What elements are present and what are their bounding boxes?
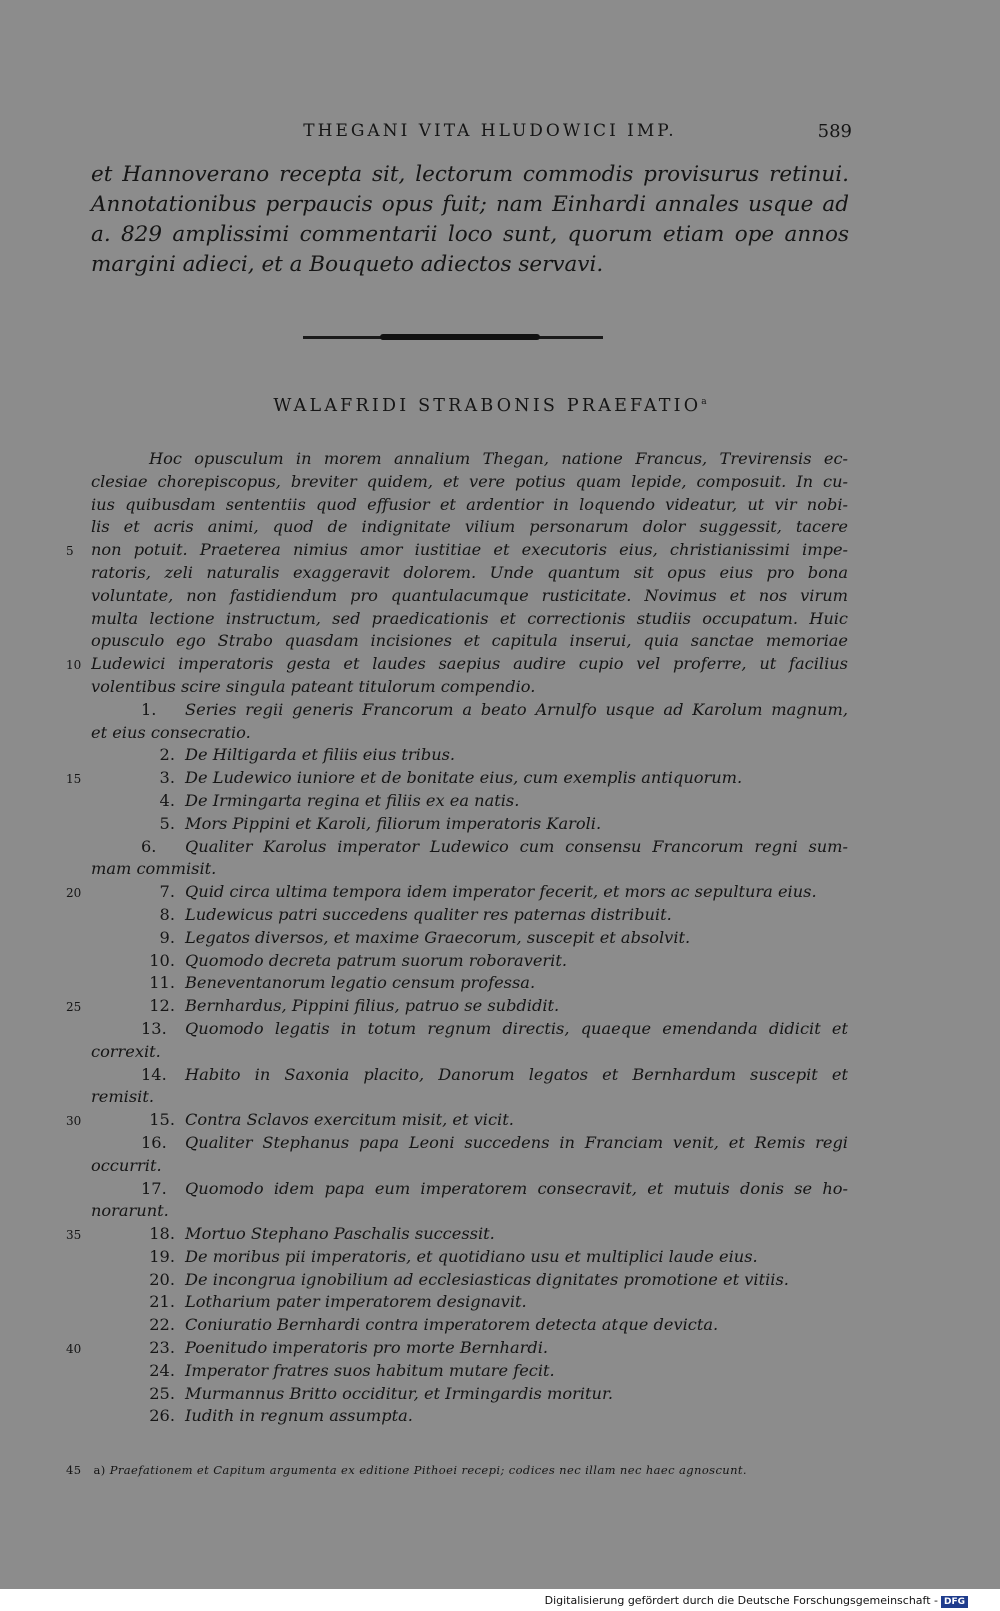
chapter-number: 11. bbox=[149, 973, 175, 993]
chapter-number: 17. bbox=[141, 1178, 167, 1198]
chapter-title: De Ludewico iuniore et de bonitate eius, cum exemplis antiquorum. bbox=[185, 768, 743, 788]
margin-line-number: 40 bbox=[66, 1342, 82, 1357]
chapter-item bbox=[91, 1383, 848, 1406]
chapter-continuation: et eius consecratio. bbox=[91, 722, 251, 742]
margin-line-number: 35 bbox=[66, 1228, 82, 1243]
chapter-number: 7. bbox=[159, 882, 175, 902]
chapter-item bbox=[91, 881, 848, 904]
chapter-item bbox=[91, 1064, 848, 1087]
chapter-title: Contra Sclavos exercitum misit, et vicit. bbox=[185, 1110, 514, 1130]
chapter-title: Beneventanorum legatio censum professa. bbox=[185, 973, 536, 993]
footnote bbox=[66, 1463, 866, 1477]
preface-line: ius quibusdam sententiis quod effusior et ardentior in loquendo videatur, ut vir nobi- bbox=[91, 494, 848, 514]
chapter-item bbox=[91, 1405, 848, 1428]
chapter-title: Quomodo legatis in totum regnum directis, quaeque emendanda didicit et bbox=[185, 1018, 848, 1038]
chapter-title: Quomodo decreta patrum suorum roboraverit. bbox=[185, 950, 568, 970]
chapter-number: 13. bbox=[141, 1018, 167, 1038]
chapter-item bbox=[91, 699, 848, 722]
chapter-number: 2. bbox=[159, 745, 175, 765]
chapter-title: Lotharium pater imperatorem designavit. bbox=[185, 1292, 527, 1312]
margin-line-number: 15 bbox=[66, 772, 82, 787]
chapter-number: 19. bbox=[149, 1246, 175, 1266]
chapter-item bbox=[91, 927, 848, 950]
chapter-title: Legatos diversos, et maxime Graecorum, suscepit et absolvit. bbox=[185, 927, 691, 947]
running-title: THEGANI VITA HLUDOWICI IMP. bbox=[303, 121, 677, 141]
chapter-title: Bernhardus, Pippini filius, patruo se subdidit. bbox=[185, 996, 560, 1016]
chapter-item bbox=[91, 995, 848, 1018]
credit-text: Digitalisierung gefördert durch die Deutsche Forschungsgemeinschaft - bbox=[544, 1594, 938, 1607]
chapter-continuation: mam commisit. bbox=[91, 859, 217, 879]
chapter-item bbox=[91, 1018, 848, 1041]
chapter-number: 5. bbox=[159, 813, 175, 833]
chapter-item bbox=[91, 1132, 848, 1155]
chapter-title: Qualiter Karolus imperator Ludewico cum consensu Francorum regni sum- bbox=[185, 836, 848, 856]
chapter-number: 14. bbox=[141, 1064, 167, 1084]
chapter-item bbox=[91, 813, 848, 836]
preface-line: Ludewici imperatoris gesta et laudes saepius audire cupio vel proferre, ut facilius bbox=[91, 654, 848, 674]
chapter-title: De moribus pii imperatoris, et quotidiano usu et multiplici laude eius. bbox=[185, 1246, 758, 1266]
chapter-number: 23. bbox=[149, 1338, 175, 1358]
chapter-number: 26. bbox=[149, 1406, 175, 1426]
intro-line: a. 829 amplissimi commentarii loco sunt, quorum etiam ope annos bbox=[91, 222, 849, 247]
chapter-number: 3. bbox=[159, 768, 175, 788]
chapter-item bbox=[91, 1360, 848, 1383]
footnote-marker: a bbox=[701, 397, 707, 408]
chapter-number: 10. bbox=[149, 950, 175, 970]
preface-line: non potuit. Praeterea nimius amor iustitiae et executoris eius, christianissimi impe- bbox=[91, 540, 848, 560]
chapter-number: 12. bbox=[149, 996, 175, 1016]
chapter-number: 9. bbox=[159, 927, 175, 947]
chapter-number: 4. bbox=[159, 790, 175, 810]
preface-line: voluntate, non fastidiendum pro quantulacumque rusticitate. Novimus et nos virum bbox=[91, 585, 848, 605]
section-divider-ornament bbox=[380, 334, 540, 340]
chapter-number: 24. bbox=[149, 1360, 175, 1380]
chapter-item bbox=[91, 1246, 848, 1269]
chapter-continuation: remisit. bbox=[91, 1087, 154, 1107]
preface-line: volentibus scire singula pateant titulorum compendio. bbox=[91, 676, 536, 696]
section-title bbox=[0, 396, 980, 416]
chapter-title: Iudith in regnum assumpta. bbox=[185, 1406, 413, 1426]
chapter-item bbox=[91, 1337, 848, 1360]
dfg-logo: DFG bbox=[941, 1596, 968, 1608]
chapter-title: De incongrua ignobilium ad ecclesiasticas dignitates promotione et vitiis. bbox=[185, 1269, 789, 1289]
chapter-continuation: norarunt. bbox=[91, 1201, 169, 1221]
chapter-item bbox=[91, 1223, 848, 1246]
chapter-title: De Hiltigarda et filiis eius tribus. bbox=[185, 745, 456, 765]
margin-line-number: 10 bbox=[66, 658, 82, 673]
preface-line: opusculo ego Strabo quasdam incisiones et capitula inserui, quia sanctae memoriae bbox=[91, 631, 848, 651]
chapter-title: Quomodo idem papa eum imperatorem consecravit, et mutuis donis se ho- bbox=[185, 1178, 848, 1198]
chapter-item bbox=[91, 904, 848, 927]
intro-paragraph bbox=[91, 160, 849, 280]
chapter-number: 1. bbox=[141, 699, 157, 719]
chapter-number: 16. bbox=[141, 1132, 167, 1152]
chapter-title: Murmannus Britto occiditur, et Irmingardis moritur. bbox=[185, 1383, 614, 1403]
preface-line: lis et acris animi, quod de indignitate vilium personarum dolor suggessit, tacere bbox=[91, 517, 848, 537]
chapter-continuation: occurrit. bbox=[91, 1155, 162, 1175]
page-number: 589 bbox=[817, 121, 852, 142]
chapter-title: Mors Pippini et Karoli, filiorum imperatoris Karoli. bbox=[185, 813, 602, 833]
chapter-title: Poenitudo imperatoris pro morte Bernhardi. bbox=[185, 1338, 549, 1358]
chapter-number: 18. bbox=[149, 1224, 175, 1244]
chapter-item bbox=[91, 950, 848, 973]
chapter-number: 21. bbox=[149, 1292, 175, 1312]
margin-line-number: 20 bbox=[66, 886, 82, 901]
intro-line: Annotationibus perpaucis opus fuit; nam Einhardi annales usque ad bbox=[91, 192, 849, 217]
margin-line-number: 5 bbox=[66, 544, 74, 559]
chapter-title: Coniuratio Bernhardi contra imperatorem detecta atque devicta. bbox=[185, 1315, 719, 1335]
digitization-credit bbox=[545, 1594, 968, 1608]
preface-line: multa lectione instructum, sed praedicationis et correctionis studiis occupatum. Huic bbox=[91, 608, 848, 628]
chapter-item bbox=[91, 1269, 848, 1292]
chapter-title: Series regii generis Francorum a beato Arnulfo usque ad Karolum magnum, bbox=[185, 699, 848, 719]
footnote-text: Praefationem et Capitum argumenta ex editione Pithoei recepi; codices nec illam nec haec agnoscunt. bbox=[109, 1463, 747, 1477]
chapter-item bbox=[91, 972, 848, 995]
chapter-number: 22. bbox=[149, 1315, 175, 1335]
chapter-number: 20. bbox=[149, 1269, 175, 1289]
chapter-item bbox=[91, 836, 848, 859]
chapter-number: 6. bbox=[141, 836, 157, 856]
footnote-label: a) bbox=[93, 1463, 106, 1477]
preface-line: ratoris, zeli naturalis exaggeravit dolorem. Unde quantum sit opus eius pro bona bbox=[91, 562, 848, 582]
chapter-number: 15. bbox=[149, 1110, 175, 1130]
chapter-title: Quid circa ultima tempora idem imperator fecerit, et mors ac sepultura eius. bbox=[185, 882, 817, 902]
chapter-item bbox=[91, 767, 848, 790]
margin-line-number: 30 bbox=[66, 1114, 82, 1129]
chapter-title: Ludewicus patri succedens qualiter res paternas distribuit. bbox=[185, 904, 672, 924]
chapter-title: De Irmingarta regina et filiis ex ea natis. bbox=[185, 790, 520, 810]
chapter-title: Imperator fratres suos habitum mutare fecit. bbox=[185, 1360, 555, 1380]
section-title-text: WALAFRIDI STRABONIS PRAEFATIO bbox=[273, 396, 702, 416]
chapter-item bbox=[91, 744, 848, 767]
chapter-item bbox=[91, 1314, 848, 1337]
page-header bbox=[0, 121, 1000, 145]
intro-line: margini adieci, et a Bouqueto adiectos servavi. bbox=[91, 252, 604, 277]
preface-line: Hoc opusculum in morem annalium Thegan, natione Francus, Trevirensis ec- bbox=[149, 449, 848, 468]
chapter-title: Mortuo Stephano Paschalis successit. bbox=[185, 1224, 495, 1244]
chapter-item bbox=[91, 1178, 848, 1201]
chapter-item bbox=[91, 1291, 848, 1314]
intro-line: et Hannoverano recepta sit, lectorum commodis provisurus retinui. bbox=[91, 162, 849, 187]
chapter-continuation: correxit. bbox=[91, 1041, 161, 1061]
chapter-number: 25. bbox=[149, 1383, 175, 1403]
chapter-number: 8. bbox=[159, 904, 175, 924]
preface-body bbox=[91, 448, 848, 1428]
chapter-item bbox=[91, 1109, 848, 1132]
footnote-line-number: 45 bbox=[66, 1463, 82, 1477]
chapter-item bbox=[91, 790, 848, 813]
chapter-title: Qualiter Stephanus papa Leoni succedens in Franciam venit, et Remis regi bbox=[185, 1132, 848, 1152]
chapter-title: Habito in Saxonia placito, Danorum legatos et Bernhardum suscepit et bbox=[185, 1064, 848, 1084]
margin-line-number: 25 bbox=[66, 1000, 82, 1015]
preface-line: clesiae chorepiscopus, breviter quidem, et vere potius quam lepide, composuit. In cu- bbox=[91, 471, 848, 491]
